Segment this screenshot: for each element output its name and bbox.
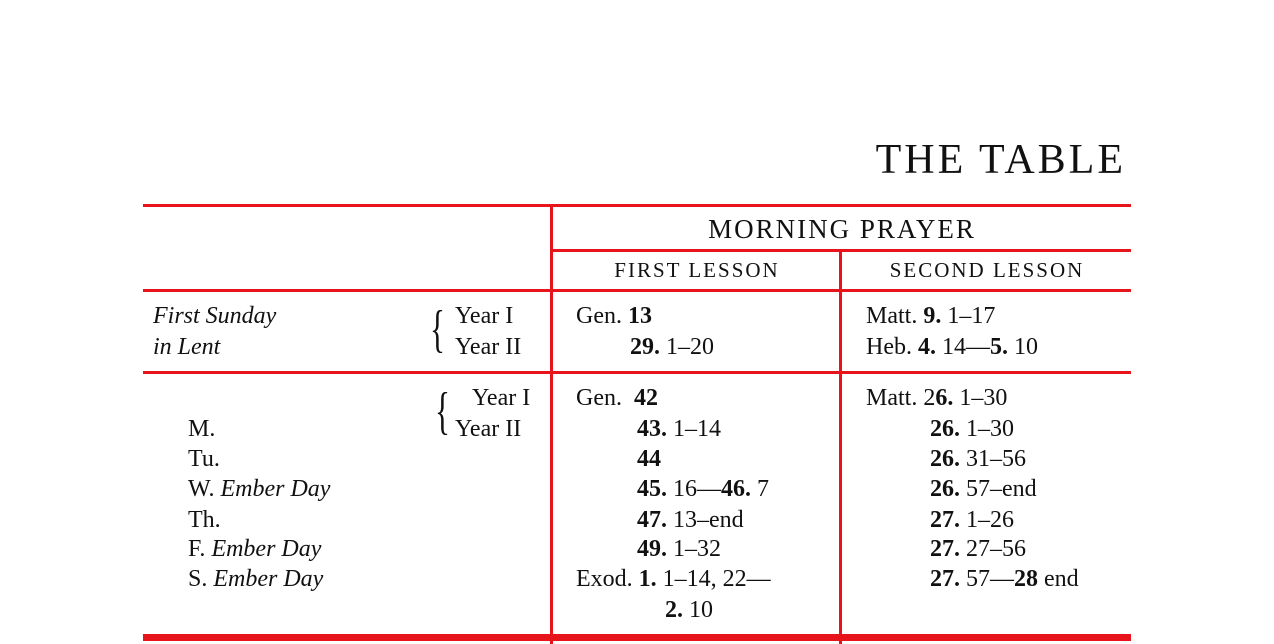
- top-rule: [143, 204, 1131, 207]
- column-rule-middle: [839, 249, 842, 644]
- second-lesson-entry: 27. 27–56: [930, 536, 1026, 562]
- weekday-label: F. Ember Day: [188, 536, 322, 562]
- second-lesson-entry: Matt. 26. 1–30: [866, 385, 1008, 411]
- sunday-second-lesson-year2: Heb. 4. 14—5. 10: [866, 334, 1038, 360]
- year-brace-icon: {: [429, 301, 445, 358]
- first-lesson-entry: 44: [637, 446, 661, 472]
- weekday-label: Th.: [188, 507, 221, 533]
- sunday-year1-label: Year I: [455, 303, 514, 329]
- header-bottom-rule: [143, 289, 1131, 292]
- sunday-year2-label: Year II: [455, 334, 522, 360]
- sunday-bottom-rule: [143, 371, 1131, 374]
- sunday-first-lesson-year1: Gen. 13: [576, 303, 652, 329]
- weekday-label: S. Ember Day: [188, 566, 324, 592]
- sunday-first-lesson-year2: 29. 1–20: [630, 334, 714, 360]
- first-lesson-entry: Exod. 1. 1–14, 22—: [576, 566, 771, 592]
- first-lesson-entry: Gen. 42: [576, 385, 658, 411]
- second-lesson-entry: 27. 57—28 end: [930, 566, 1079, 592]
- first-lesson-entry: 47. 13–end: [637, 507, 744, 533]
- week-year2-label: Year II: [455, 416, 522, 442]
- second-lesson-entry: 26. 57–end: [930, 476, 1037, 502]
- weekday-label: W. Ember Day: [188, 476, 331, 502]
- first-lesson-header: FIRST LESSON: [614, 258, 780, 282]
- second-lesson-entry: 26. 1–30: [930, 416, 1014, 442]
- first-lesson-entry: 49. 1–32: [637, 536, 721, 562]
- first-lesson-entry: 43. 1–14: [637, 416, 721, 442]
- first-lesson-entry: 45. 16—46. 7: [637, 476, 769, 502]
- sunday-name-line1: First Sunday: [153, 303, 277, 329]
- page-title: THE TABLE: [875, 137, 1126, 183]
- sunday-name-line2: in Lent: [153, 334, 221, 360]
- weekday-label: M.: [188, 416, 216, 442]
- year-brace-icon: {: [434, 383, 450, 440]
- first-lesson-entry: 2. 10: [665, 597, 713, 623]
- morning-prayer-header: MORNING PRAYER: [708, 214, 976, 244]
- weekday-label: Tu.: [188, 446, 220, 472]
- second-lesson-header: SECOND LESSON: [889, 258, 1085, 282]
- second-lesson-entry: 27. 1–26: [930, 507, 1014, 533]
- week-bottom-rule: [143, 634, 1131, 641]
- sunday-second-lesson-year1: Matt. 9. 1–17: [866, 303, 996, 329]
- week-year1-label: Year I: [472, 385, 531, 411]
- second-lesson-entry: 26. 31–56: [930, 446, 1026, 472]
